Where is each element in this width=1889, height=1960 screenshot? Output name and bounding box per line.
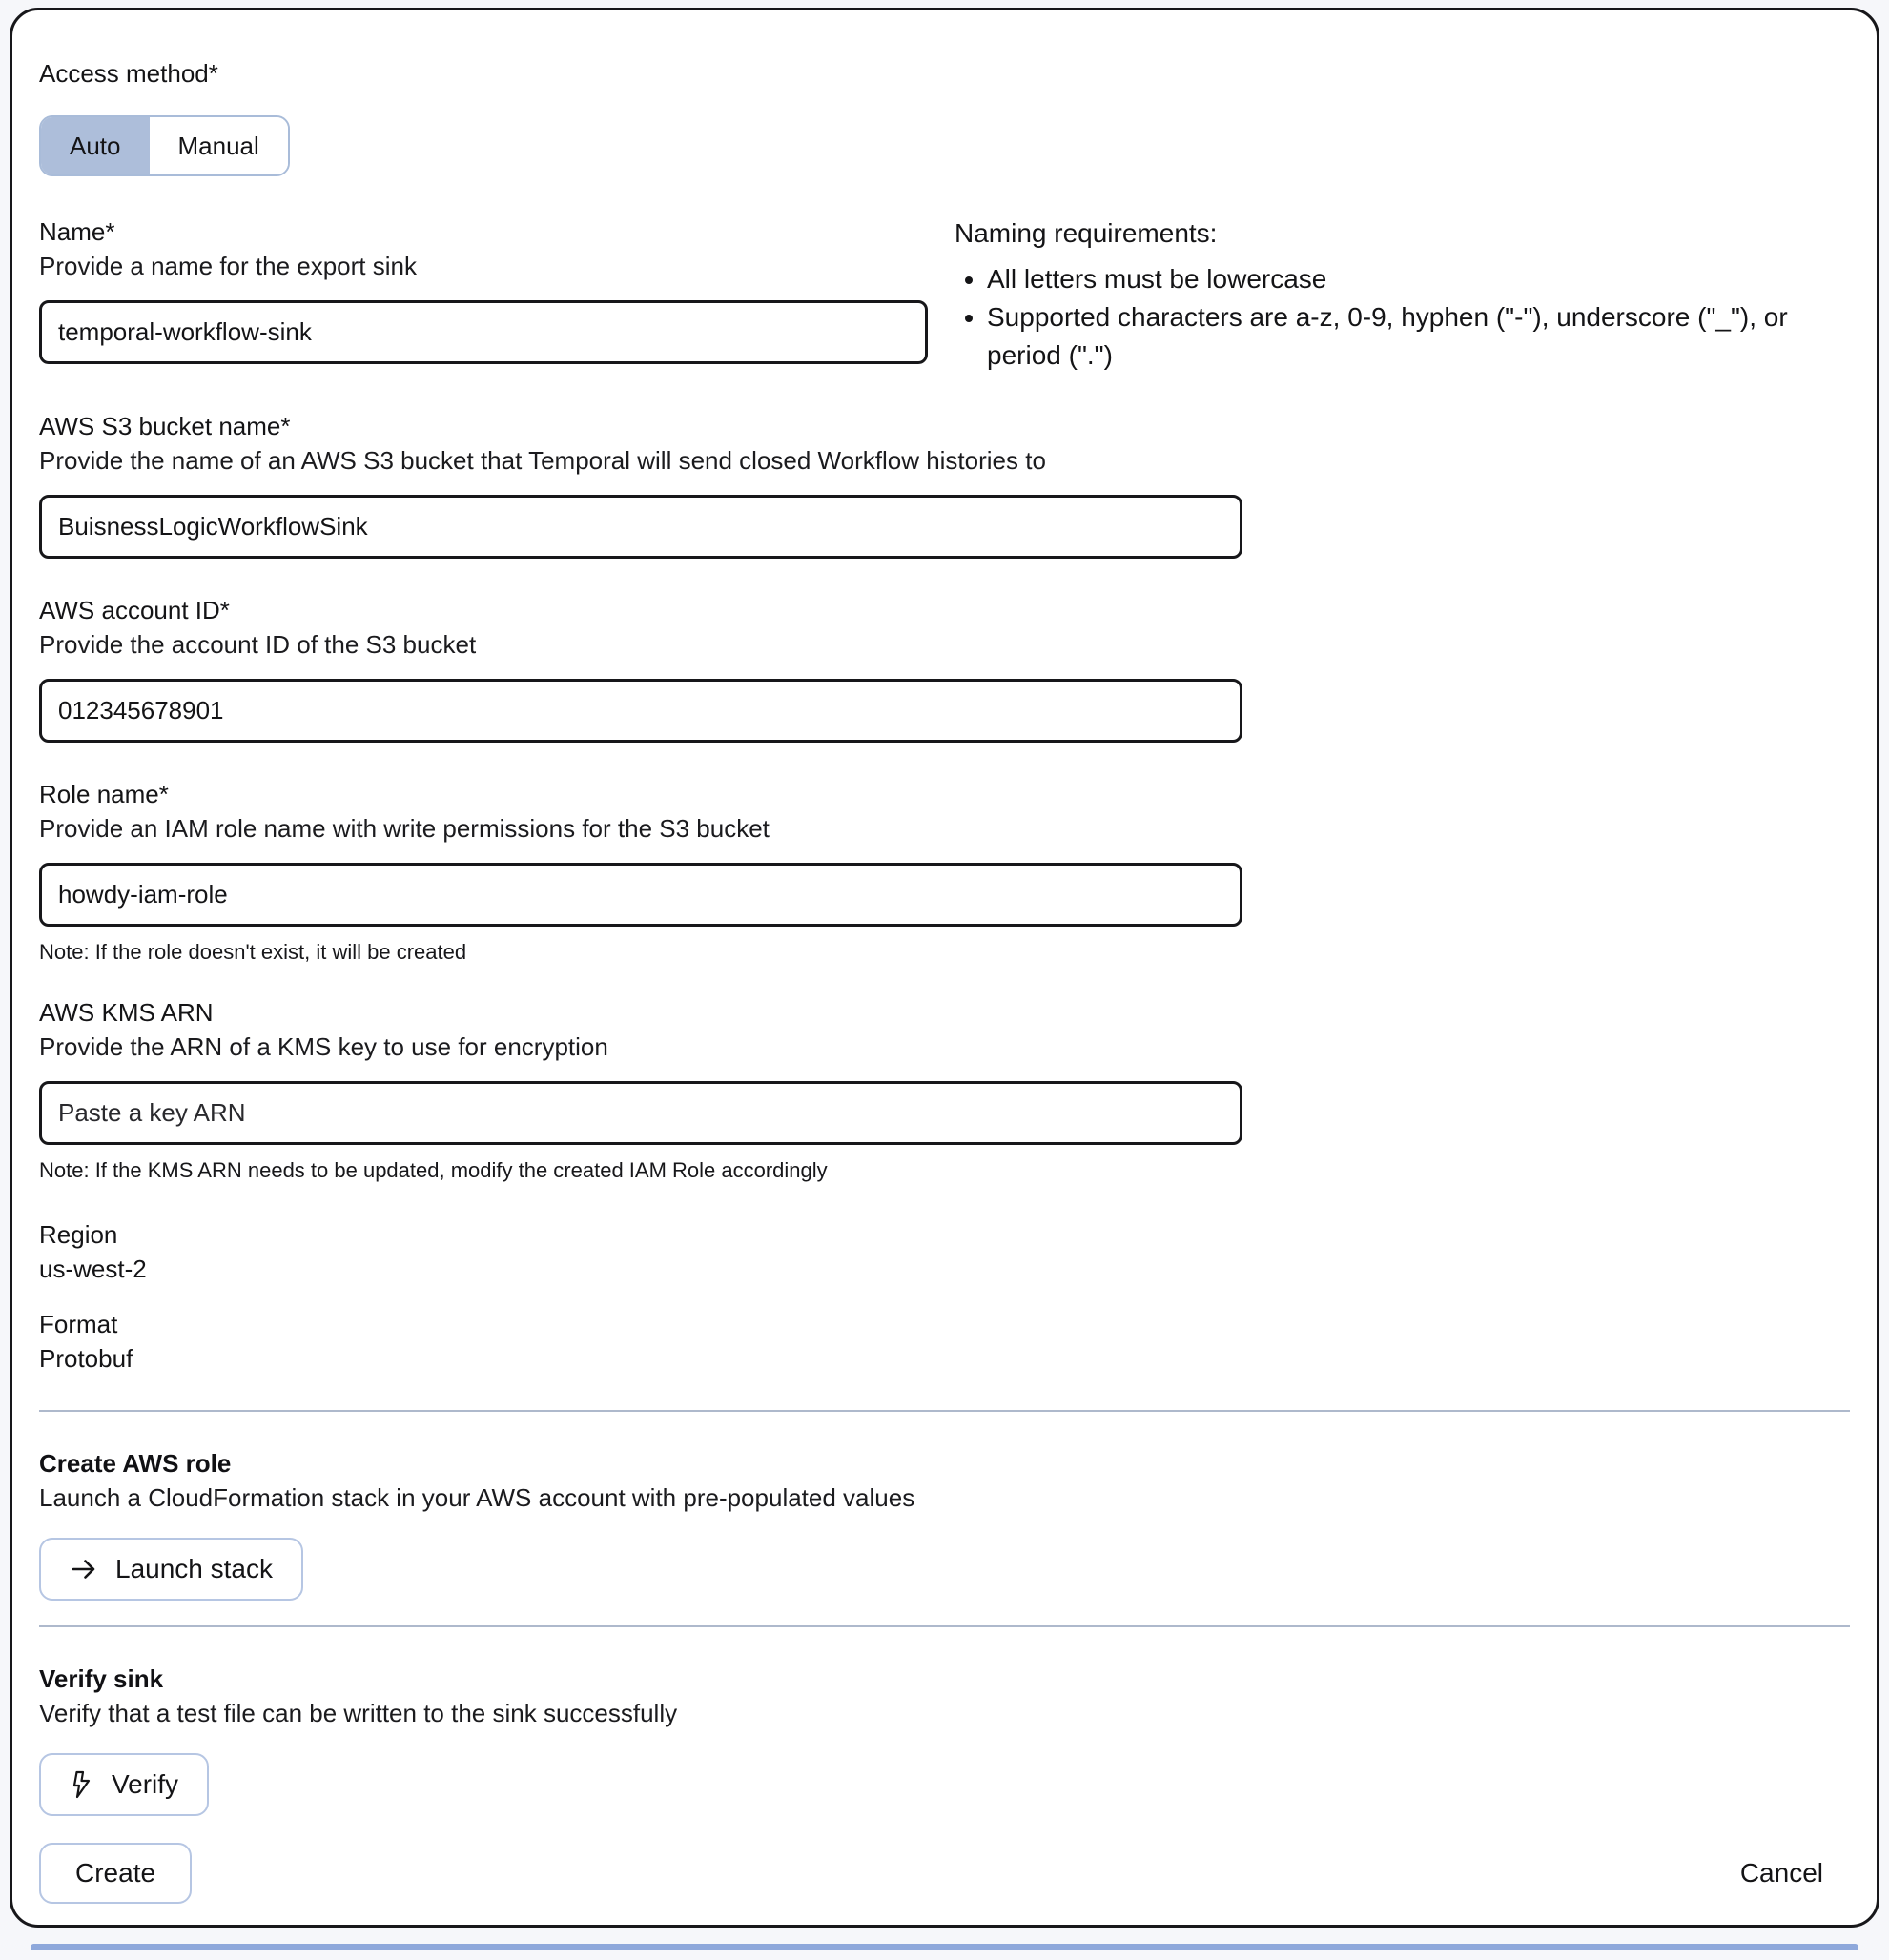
region-value: us-west-2 <box>39 1252 1850 1286</box>
naming-requirement-item: • Supported characters are a-z, 0-9, hyphen ("-"), underscore ("_"), or period (".") <box>987 298 1824 375</box>
create-aws-role-section <box>39 1446 1850 1601</box>
format-value: Protobuf <box>39 1341 1850 1376</box>
format-readonly-group <box>39 1307 1850 1376</box>
role-name-note: Note: If the role doesn't exist, it will be created <box>39 938 1850 967</box>
create-button[interactable]: Create <box>39 1843 192 1904</box>
role-name-label: Role name* <box>39 777 1850 811</box>
divider <box>39 1410 1850 1412</box>
form-actions-row <box>39 1843 1850 1904</box>
kms-arn-input[interactable] <box>39 1081 1242 1145</box>
name-and-requirements-row <box>39 214 1850 375</box>
name-input[interactable] <box>39 300 928 364</box>
access-method-label: Access method* <box>39 56 1850 91</box>
name-field-group <box>39 214 928 375</box>
region-label: Region <box>39 1217 1850 1252</box>
verify-button[interactable] <box>39 1753 209 1816</box>
aws-account-input[interactable] <box>39 679 1242 743</box>
role-name-input[interactable] <box>39 863 1242 927</box>
divider <box>39 1625 1850 1627</box>
verify-sink-section <box>39 1662 1850 1816</box>
naming-requirement-item: • All letters must be lowercase <box>987 260 1824 298</box>
lightning-bolt-icon <box>70 1770 94 1799</box>
create-aws-role-description: Launch a CloudFormation stack in your AWS account with pre-populated values <box>39 1480 1850 1515</box>
kms-arn-description: Provide the ARN of a KMS key to use for encryption <box>39 1030 1850 1064</box>
naming-requirements <box>955 214 1824 375</box>
launch-stack-label: Launch stack <box>115 1554 273 1584</box>
verify-sink-description: Verify that a test file can be written to the sink successfully <box>39 1696 1850 1730</box>
naming-requirements-title: Naming requirements: <box>955 214 1824 253</box>
aws-account-field-group <box>39 593 1850 743</box>
verify-sink-title: Verify sink <box>39 1662 1850 1696</box>
s3-bucket-description: Provide the name of an AWS S3 bucket that Temporal will send closed Workflow histories to <box>39 443 1850 478</box>
kms-arn-field-group <box>39 995 1850 1185</box>
export-sink-form-card <box>10 8 1879 1928</box>
name-label: Name* <box>39 214 928 249</box>
cancel-button[interactable]: Cancel <box>1740 1858 1823 1889</box>
verify-label: Verify <box>112 1769 178 1800</box>
access-method-toggle <box>39 115 290 176</box>
kms-arn-label: AWS KMS ARN <box>39 995 1850 1030</box>
region-readonly-group <box>39 1217 1850 1286</box>
role-name-field-group <box>39 777 1850 967</box>
name-description: Provide a name for the export sink <box>39 249 928 283</box>
s3-bucket-field-group <box>39 409 1850 559</box>
aws-account-label: AWS account ID* <box>39 593 1850 627</box>
access-method-manual-option[interactable]: Manual <box>150 117 288 174</box>
role-name-description: Provide an IAM role name with write permissions for the S3 bucket <box>39 811 1850 846</box>
s3-bucket-label: AWS S3 bucket name* <box>39 409 1850 443</box>
s3-bucket-input[interactable] <box>39 495 1242 559</box>
access-method-auto-option[interactable]: Auto <box>41 117 150 174</box>
naming-requirements-list <box>955 260 1824 375</box>
launch-stack-button[interactable] <box>39 1538 303 1601</box>
format-label: Format <box>39 1307 1850 1341</box>
aws-account-description: Provide the account ID of the S3 bucket <box>39 627 1850 662</box>
kms-arn-note: Note: If the KMS ARN needs to be updated, modify the created IAM Role accordingly <box>39 1156 1850 1185</box>
arrow-right-icon <box>70 1555 98 1583</box>
create-aws-role-title: Create AWS role <box>39 1446 1850 1480</box>
horizontal-scrollbar[interactable] <box>31 1944 1858 1950</box>
